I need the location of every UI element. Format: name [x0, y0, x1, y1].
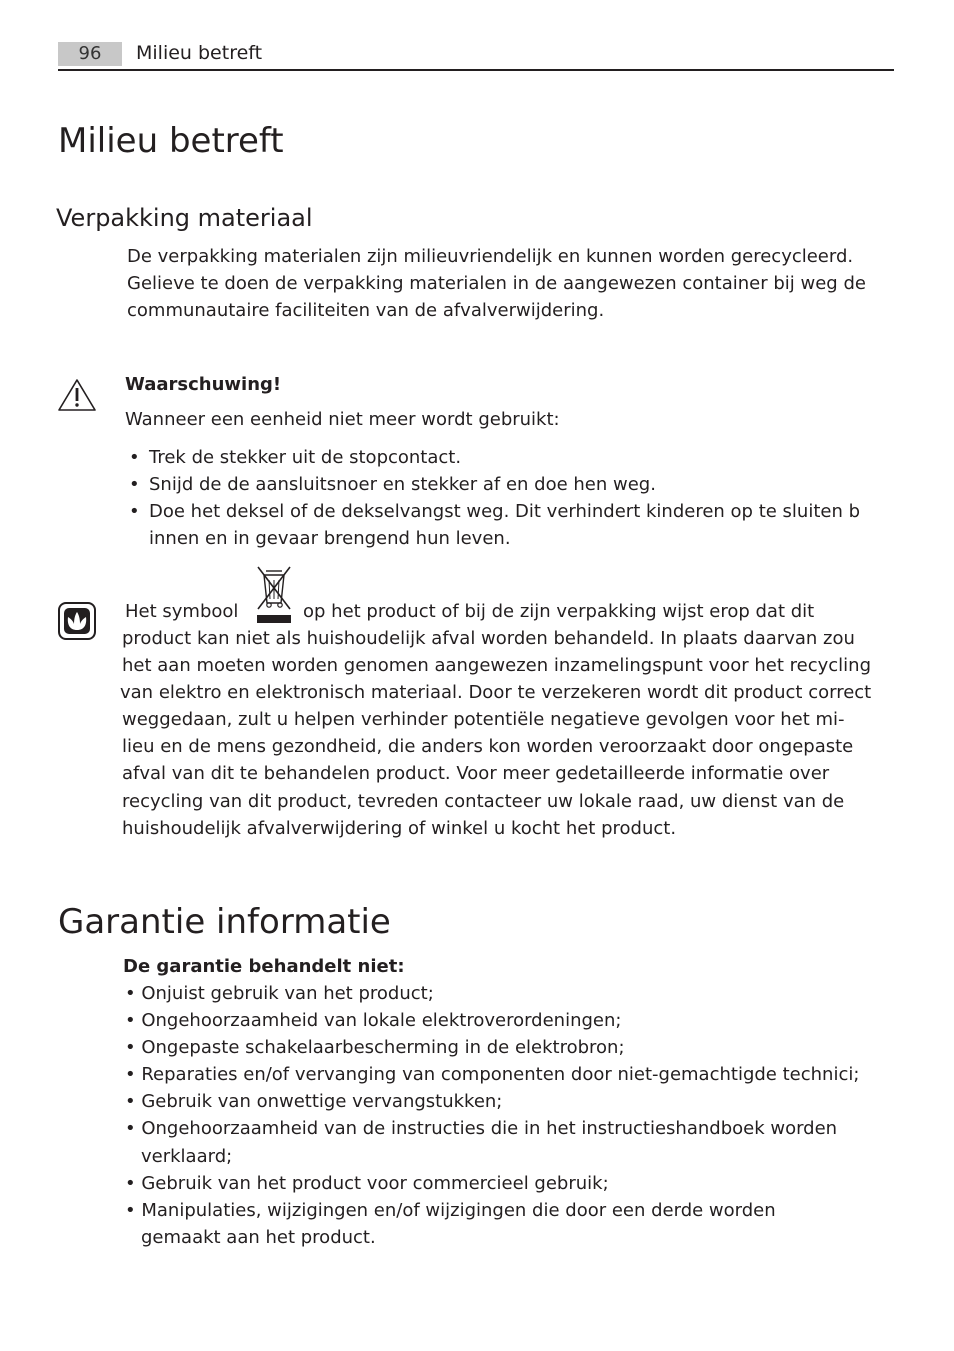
- warning-bullet-list: [127, 444, 860, 552]
- warning-intro: Wanneer een eenheid niet meer wordt gebruikt:: [125, 409, 560, 430]
- list-item-text: Ongehoorzaamheid van lokale elektroverordeningen;: [141, 1010, 622, 1032]
- bullet-mark: •: [129, 474, 140, 496]
- weee-line: afval van dit te behandelen product. Voor meer gedetailleerde informatie over: [122, 763, 830, 785]
- weee-line: huishoudelijk afvalverwijdering of winkel u kocht het product.: [122, 817, 677, 839]
- list-item: [125, 1007, 859, 1034]
- weee-line: van elektro en elektronisch materiaal. Door te verzekeren wordt dit product correct: [120, 682, 872, 704]
- packaging-line: De verpakking materialen zijn milieuvriendelijk en kunnen worden gerecycleerd.: [127, 246, 854, 267]
- list-item: [127, 498, 860, 552]
- page-title: Milieu betreft: [58, 121, 284, 161]
- list-item-text: innen en in gevaar brengend hun leven.: [149, 528, 511, 550]
- weee-line: weggedaan, zult u helpen verhinder potentiële negatieve gevolgen voor het mi-: [122, 709, 845, 731]
- crossed-out-wheelie-bin-icon: [254, 563, 294, 627]
- list-item: [125, 1170, 859, 1197]
- weee-line: lieu en de mens gezondheid, die anders kon worden veroorzaakt door ongepaste: [122, 736, 854, 758]
- list-item: [125, 1115, 859, 1169]
- bullet-mark: •: [125, 1010, 136, 1032]
- weee-line: product kan niet als huishoudelijk afval worden behandeld. In plaats daarvan zou: [122, 628, 855, 649]
- weee-line: recycling van dit product, tevreden contacteer uw lokale raad, uw dienst van de: [122, 790, 845, 812]
- list-item: [125, 1061, 859, 1088]
- list-item-text: Ongepaste schakelaarbescherming in de elektrobron;: [141, 1037, 625, 1059]
- list-item: [127, 444, 860, 471]
- weee-line: het aan moeten worden genomen aangewezen inzamelingspunt voor het recycling: [122, 655, 872, 677]
- warning-triangle-icon: [57, 377, 97, 413]
- list-item-text: Snijd de de aansluitsnoer en stekker af en doe hen weg.: [149, 474, 656, 496]
- bullet-mark: •: [129, 447, 140, 468]
- header-rule: [58, 69, 894, 71]
- running-header: Milieu betreft: [136, 42, 263, 64]
- list-item-text: Manipulaties, wijzigingen en/of wijzigingen die door een derde worden: [141, 1199, 776, 1221]
- bullet-mark: •: [129, 501, 140, 523]
- list-item-text: Doe het deksel of de dekselvangst weg. Dit verhindert kinderen op te sluiten b: [149, 501, 861, 523]
- list-item: [125, 1088, 859, 1115]
- weee-text-before-symbol: Het symbool: [125, 601, 239, 622]
- list-item-text: Gebruik van het product voor commercieel gebruik;: [141, 1172, 609, 1194]
- environment-flower-icon: [58, 602, 96, 640]
- weee-text-after-symbol: op het product of bij de zijn verpakking wijst erop dat dit: [303, 601, 815, 622]
- section-title: Garantie informatie: [58, 902, 391, 942]
- list-item-text: Ongehoorzaamheid van de instructies die in het instructieshandboek worden: [141, 1118, 838, 1140]
- list-item-text: verklaard;: [141, 1145, 233, 1167]
- warranty-exclusion-list: [125, 980, 859, 1251]
- warning-title: Waarschuwing!: [125, 374, 282, 395]
- list-item-text: Gebruik van onwettige vervangstukken;: [141, 1091, 503, 1113]
- warranty-subheading: De garantie behandelt niet:: [123, 956, 405, 977]
- list-item-text: Reparaties en/of vervanging van componenten door niet-gemachtigde technici;: [141, 1064, 860, 1086]
- list-item-text: Trek de stekker uit de stopcontact.: [149, 447, 462, 468]
- bullet-mark: •: [125, 1064, 136, 1086]
- bullet-mark: •: [125, 1118, 136, 1140]
- packaging-line: Gelieve te doen de verpakking materialen in de aangewezen container bij weg de: [127, 273, 866, 295]
- bullet-mark: •: [125, 1199, 136, 1221]
- bullet-mark: •: [125, 983, 136, 1004]
- bullet-mark: •: [125, 1091, 136, 1113]
- packaging-text: [127, 243, 866, 324]
- bullet-mark: •: [125, 1172, 136, 1194]
- page-number: 96: [58, 42, 122, 66]
- list-item: [125, 1034, 859, 1061]
- list-item: [127, 471, 860, 498]
- list-item-text: Onjuist gebruik van het product;: [141, 983, 434, 1004]
- packaging-heading: Verpakking materiaal: [56, 204, 313, 232]
- bullet-mark: •: [125, 1037, 136, 1059]
- list-item-text: gemaakt aan het product.: [141, 1226, 376, 1248]
- packaging-line: communautaire faciliteiten van de afvalverwijdering.: [127, 300, 605, 322]
- list-item: [125, 980, 859, 1007]
- weee-text: [122, 625, 871, 842]
- list-item: [125, 1197, 859, 1251]
